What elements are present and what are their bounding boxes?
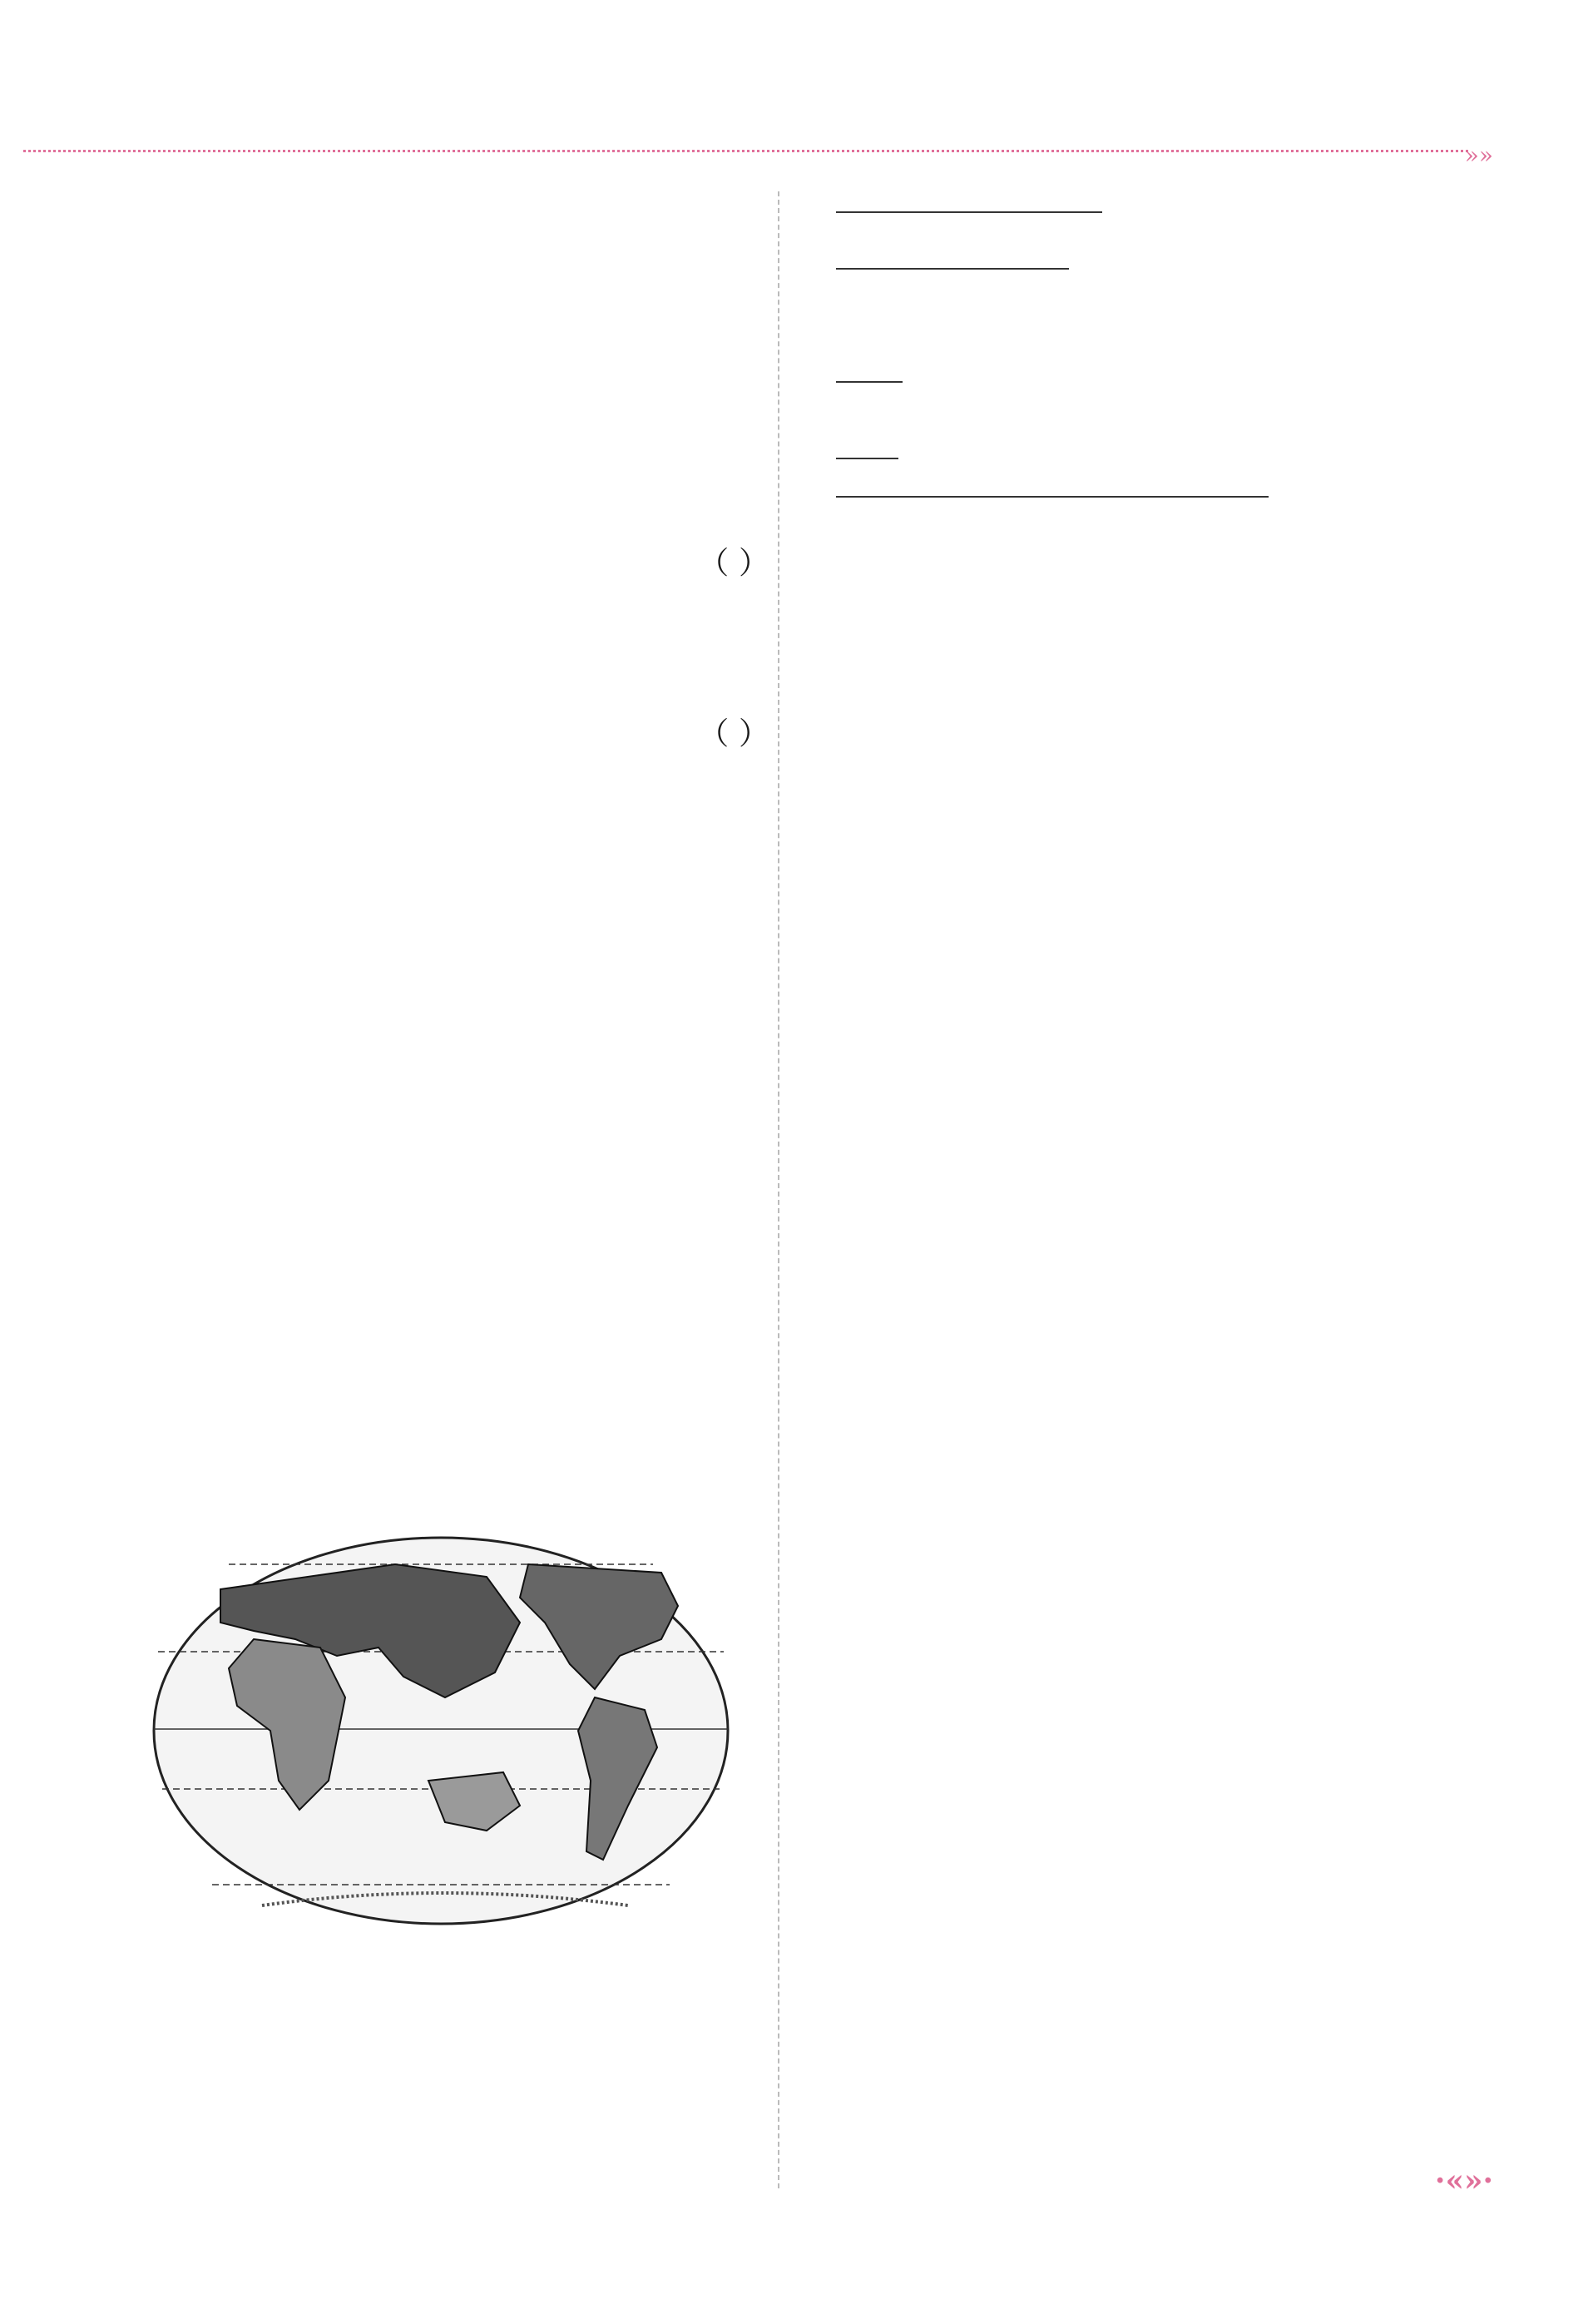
answer-1b[interactable] xyxy=(965,211,1102,213)
header-arrow-icon: »» xyxy=(1464,141,1493,169)
answer-1a[interactable] xyxy=(836,211,965,213)
world-climate-map xyxy=(129,1531,753,2039)
page-number-badge xyxy=(1435,2163,1493,2198)
page-number-right-deco-icon: »· xyxy=(1463,2163,1493,2198)
answer-2b[interactable] xyxy=(836,496,1269,498)
page-number-left-deco-icon: ·« xyxy=(1434,2163,1464,2198)
top-charts xyxy=(100,187,782,537)
answer-1c[interactable] xyxy=(836,268,1069,270)
answer-2-blank-cont xyxy=(836,401,898,459)
page-header xyxy=(0,108,1593,169)
answer-2[interactable] xyxy=(836,381,903,383)
header-dotted-rule xyxy=(23,150,1468,152)
q14-chart xyxy=(250,761,632,1078)
right-column xyxy=(836,175,1468,516)
question-13: （ ） xyxy=(698,545,769,581)
q15-climate-charts xyxy=(828,974,1485,1739)
